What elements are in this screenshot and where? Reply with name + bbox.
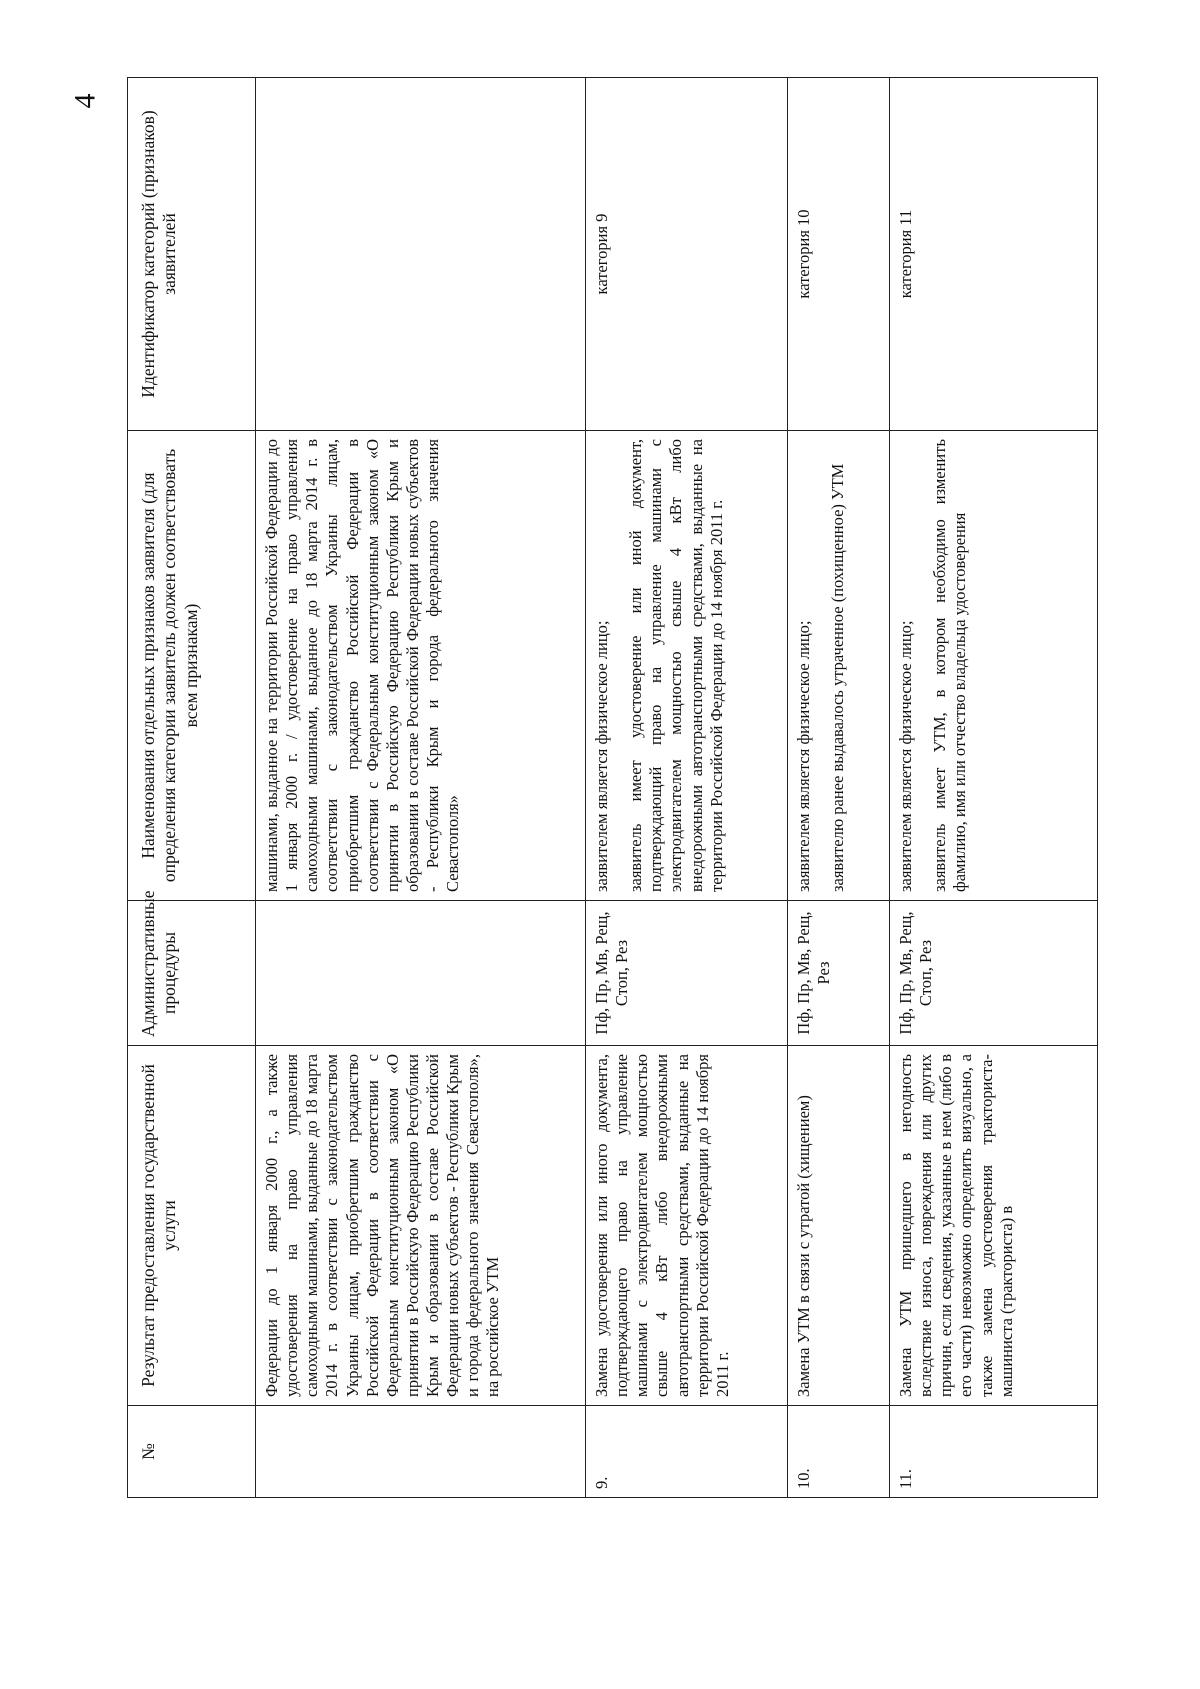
- cell-result: Замена УТМ пришедшего в негодность вследствие износа, повреждения или других причин, если сведения, указанные в нем (либо в его части) невозможно определить визуально, а также замена удостоверения тракториста-машиниста (тракториста) в: [890, 1046, 1098, 1406]
- page-number: 4: [68, 93, 102, 109]
- cell-name-paragraph: заявителем является физическое лицо;: [592, 620, 611, 892]
- cell-num: 11.: [890, 1406, 1098, 1498]
- cell-identifier: категория 9: [586, 78, 788, 431]
- cell-identifier: [256, 78, 586, 431]
- categories-table: [127, 77, 1098, 1498]
- cell-name-paragraph: заявителю ранее выдавалось утраченное (похищенное) УТМ: [828, 463, 848, 892]
- cell-num: 10.: [788, 1406, 890, 1498]
- cell-num: [256, 1406, 586, 1498]
- header-result: Результат предоставления государственной услуги: [128, 1046, 256, 1406]
- cell-name-paragraph: заявитель имеет удостоверение или иной документ, подтверждающий право на управление машинами с электродвигателем мощностью свыше 4 кВт либо внедорожными автотранспортными средствами, выданные на территории Российской Федерации до 14 ноября 2011 г.: [626, 439, 726, 892]
- cell-num: 9.: [586, 1406, 788, 1498]
- cell-result: Замена удостоверения или иного документа, подтверждающего право на управление машинами с электродвигателем мощностью свыше 4 кВт либо внедорожными автотранспортными средствами, выданные на территории Российской Федерации до 14 ноября 2011 г.: [586, 1046, 788, 1406]
- cell-name: [256, 431, 586, 901]
- cell-name: [788, 431, 890, 901]
- rotated-table-wrapper: [127, 78, 1097, 1498]
- cell-identifier: категория 10: [788, 78, 890, 431]
- header-identifier: Идентификатор категорий (признаков) заявителей: [128, 78, 256, 431]
- cell-result: Замена УТМ в связи с утратой (хищением): [788, 1046, 890, 1406]
- cell-procedures: Пф, Пр, Мв, Рещ, Рез: [788, 901, 890, 1046]
- cell-name-paragraph: машинами, выданное на территории Российской Федерации до 1 января 2000 г. / удостоверение на право управления самоходными машинами, выданное до 18 марта 2014 г. в соответствии с законодательством Украины лицам, приобретшим гражданство Российской Федерации в соответствии с Федеральным конституционным законом «О принятии в Российскую Федерацию Республики Крым и образовании в составе Российской Федерации новых субъектов - Республики Крым и города федерального значения Севастополя»: [262, 439, 463, 892]
- cell-name-paragraph: заявитель имеет УТМ, в котором необходимо изменить фамилию, имя или отчество владельца удостоверения: [930, 439, 970, 892]
- cell-procedures: Пф, Пр, Мв, Рещ, Стоп, Рез: [586, 901, 788, 1046]
- table-row: [788, 78, 890, 1498]
- table-header-row: [128, 78, 256, 1498]
- cell-procedures: Пф, Пр, Мв, Рещ, Стоп, Рез: [890, 901, 1098, 1046]
- cell-name: [586, 431, 788, 901]
- table-row: [586, 78, 788, 1498]
- cell-name-paragraph: заявителем является физическое лицо;: [896, 620, 915, 892]
- cell-name: [890, 431, 1098, 901]
- table-row: [256, 78, 586, 1498]
- cell-identifier: категория 11: [890, 78, 1098, 431]
- header-name: Наименования отдельных признаков заявителя (для определения категории заявитель должен соответствовать всем признакам): [128, 431, 256, 901]
- rotated-table-container: [127, 78, 1097, 1498]
- header-num: №: [128, 1406, 256, 1498]
- cell-result: Федерации до 1 января 2000 г., а также удостоверения на право управления самоходными машинами, выданные до 18 марта 2014 г. в соответствии с законодательством Украины лицам, приобретшим гражданство Российской Федерации в соответствии с Федеральным конституционным законом «О принятии в Российскую Федерацию Республики Крым и образовании в составе Российской Федерации новых субъектов - Республики Крым и города федерального значения Севастополя», на российское УТМ: [256, 1046, 586, 1406]
- table-row: [890, 78, 1098, 1498]
- header-procedures: Административные процедуры: [128, 901, 256, 1046]
- cell-procedures: [256, 901, 586, 1046]
- cell-name-paragraph: заявителем является физическое лицо;: [794, 620, 813, 892]
